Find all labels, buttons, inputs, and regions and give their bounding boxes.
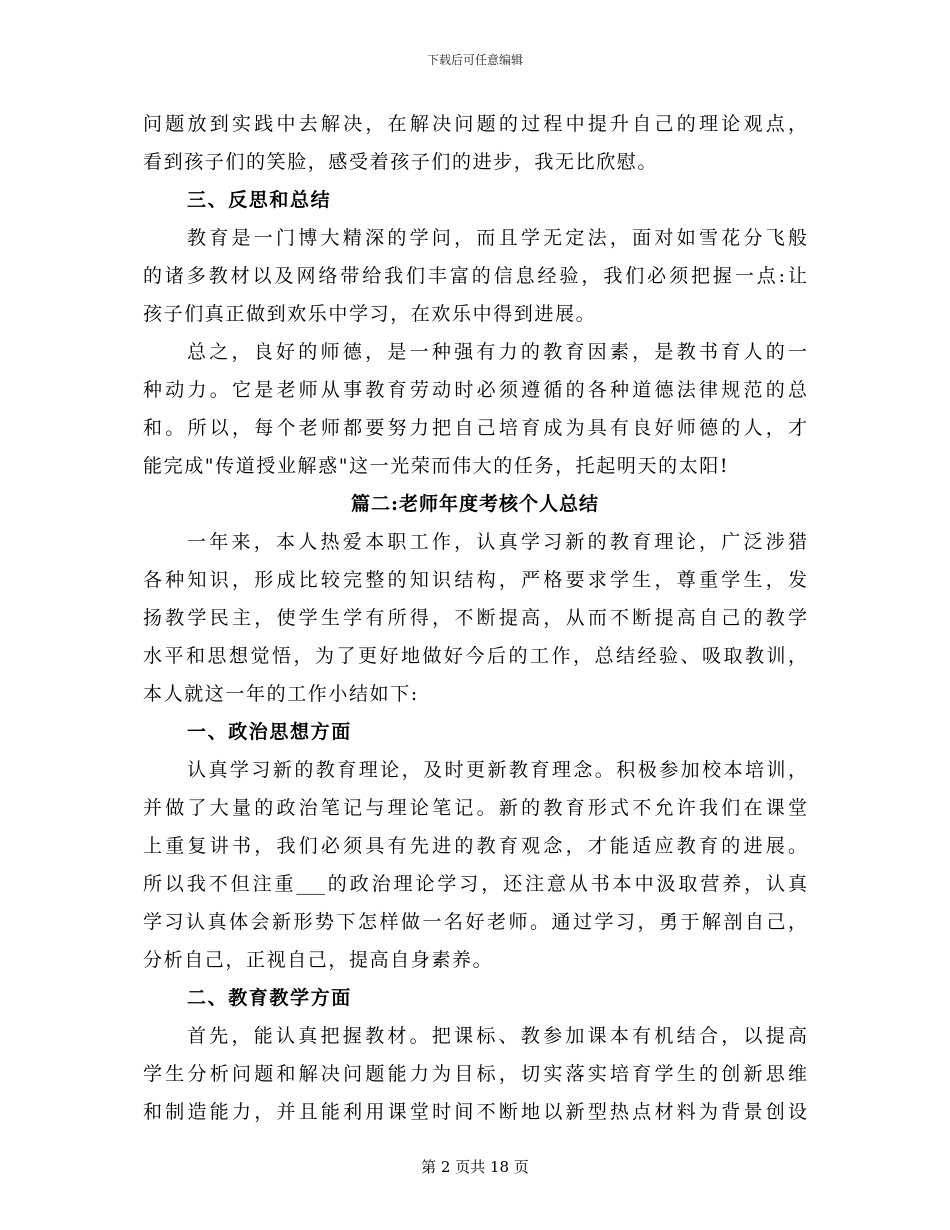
paragraph-line: 总之，良好的师德，是一种强有力的教育因素，是教书育人的一: [187, 341, 807, 363]
section-heading: 三、反思和总结: [187, 189, 332, 211]
article-title: 篇二:老师年度考核个人总结: [350, 493, 599, 515]
page-header-note: 下载后可任意编辑: [426, 53, 523, 67]
paragraph-line: 各种知识，形成比较完整的知识结构，严格要求学生，尊重学生，发: [143, 569, 807, 591]
paragraph-line: 分析自己，正视自己，提高自身素养。: [143, 949, 494, 971]
paragraph-line: 和制造能力，并且能利用课堂时间不断地以新型热点材料为背景创设: [143, 1101, 807, 1123]
paragraph-line: 并做了大量的政治笔记与理论笔记。新的教育形式不允许我们在课堂: [143, 797, 807, 819]
section-heading: 二、教育教学方面: [187, 987, 352, 1009]
paragraph-line: 本人就这一年的工作小结如下:: [143, 683, 419, 705]
paragraph-line: 教育是一门博大精深的学问，而且学无定法，面对如雪花分飞般: [187, 227, 807, 249]
paragraph-line: 认真学习新的教育理论，及时更新教育理念。积极参加校本培训，: [187, 759, 807, 781]
paragraph-line: 问题放到实践中去解决，在解决问题的过程中提升自己的理论观点，: [143, 113, 807, 135]
paragraph-line: 上重复讲书，我们必须具有先进的教育观念，才能适应教育的进展。: [143, 835, 807, 857]
paragraph-line: 首先，能认真把握教材。把课标、教参加课本有机结合，以提高: [187, 1025, 807, 1047]
paragraph-line: 学生分析问题和解决问题能力为目标，切实落实培育学生的创新思维: [143, 1063, 807, 1085]
page-number: 第 2 页共 18 页: [421, 1158, 529, 1176]
paragraph-line: 种动力。它是老师从事教育劳动时必须遵循的各种道德法律规范的总: [143, 379, 807, 401]
paragraph-line: 所以我不但注重___的政治理论学习，还注意从书本中汲取营养，认真: [143, 873, 807, 895]
paragraph-line: 能完成"传道授业解惑"这一光荣而伟大的任务，托起明天的太阳!: [143, 455, 730, 477]
paragraph-line: 学习认真体会新形势下怎样做一名好老师。通过学习，勇于解剖自己，: [143, 911, 807, 933]
document-body: [143, 105, 807, 1131]
paragraph-line: 水平和思想觉悟，为了更好地做好今后的工作，总结经验、吸取教训，: [143, 645, 807, 667]
paragraph-line: 看到孩子们的笑脸，感受着孩子们的进步，我无比欣慰。: [143, 151, 659, 173]
paragraph-line: 的诸多教材以及网络带给我们丰富的信息经验，我们必须把握一点:让: [143, 265, 807, 287]
paragraph-line: 孩子们真正做到欢乐中学习，在欢乐中得到进展。: [143, 303, 597, 325]
section-heading: 一、政治思想方面: [187, 721, 352, 743]
paragraph-line: 和。所以，每个老师都要努力把自己培育成为具有良好师德的人，才: [143, 417, 807, 439]
paragraph-line: 一年来，本人热爱本职工作，认真学习新的教育理论，广泛涉猎: [187, 531, 807, 553]
paragraph-line: 扬教学民主，使学生学有所得，不断提高，从而不断提高自己的教学: [143, 607, 807, 629]
